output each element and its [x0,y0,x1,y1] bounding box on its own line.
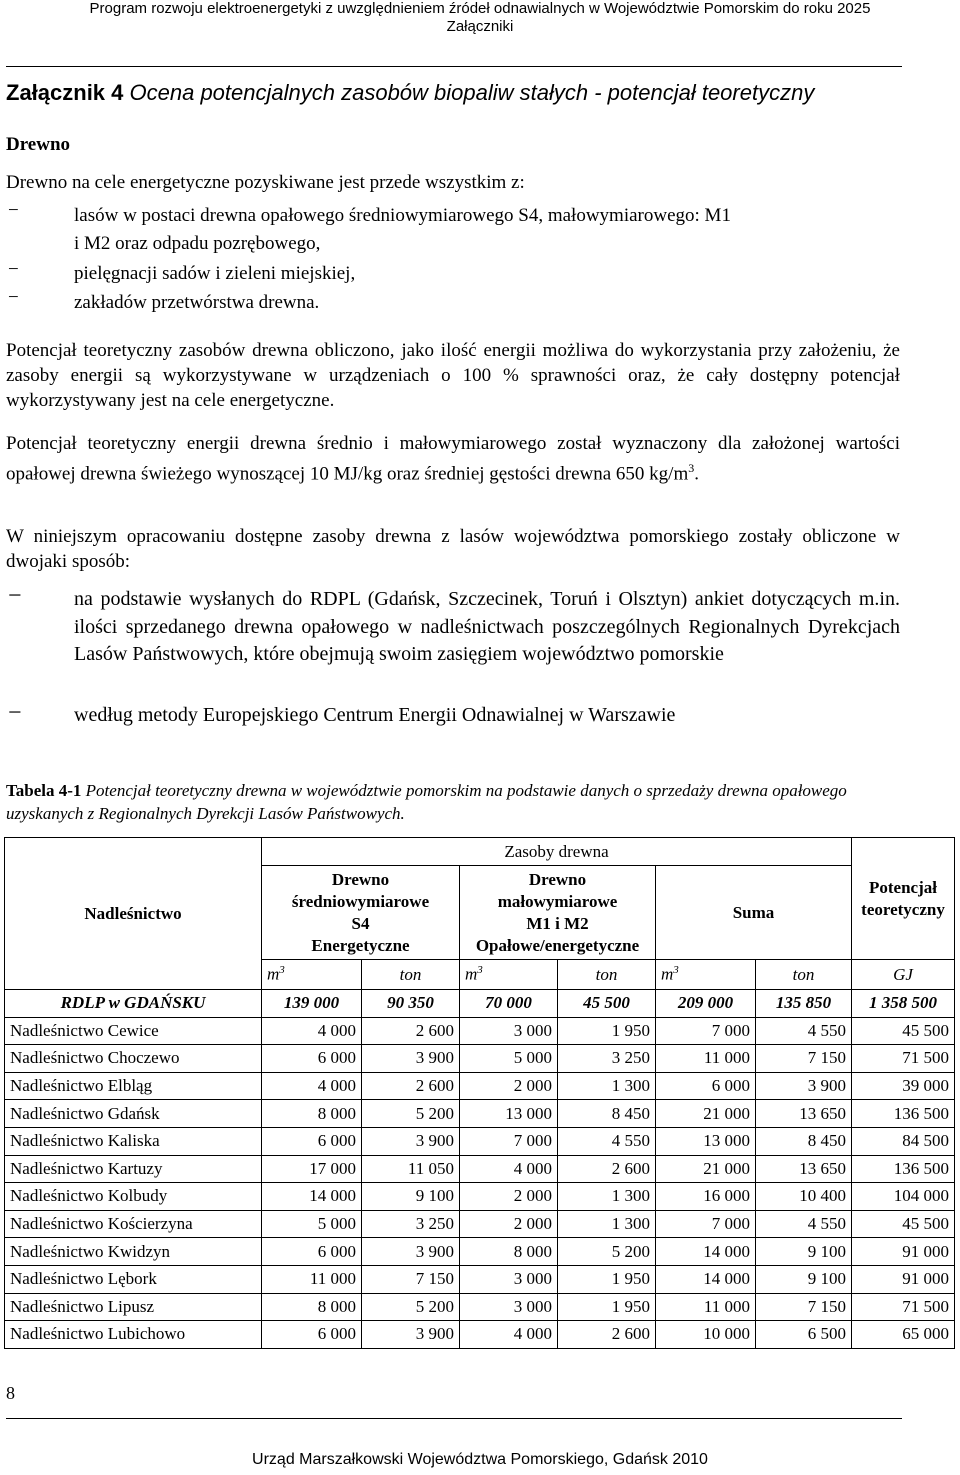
cell-value: 4 000 [262,1017,362,1045]
cell-value: 2 600 [558,1155,656,1183]
cell-name: Nadleśnictwo Kościerzyna [5,1210,262,1238]
bullet-dash: − [8,259,19,280]
cell-value: 3 900 [362,1321,460,1349]
unit-text: m [661,964,674,984]
cell-value: 21 000 [656,1100,756,1128]
cell-value: 2 000 [460,1210,558,1238]
cell-value: 1 950 [558,1293,656,1321]
cell-value: 45 500 [852,1017,955,1045]
unit-sup: 3 [477,964,483,977]
unit-m3 [460,960,558,990]
header-line: M1 i M2 [526,913,589,933]
cell-value: 5 200 [362,1100,460,1128]
paragraph-text: Potencjał teoretyczny energii drewna średnio i małowymiarowego został wyznaczony dla założonej wartości opałowej drewna świeżego wynoszącej 10 MJ/kg oraz średniej gęstości drewna 650 kg/m [6,433,900,485]
cell-value: 6 000 [262,1321,362,1349]
col-header-zasoby: Zasoby drewna [262,838,852,866]
col-header-potencjal [852,838,955,960]
cell-value: 5 200 [558,1238,656,1266]
bullet-item-continuation: i M2 oraz odpadu pozrębowego, [74,233,321,254]
cell-value: 209 000 [656,990,756,1018]
cell-value: 11 000 [262,1265,362,1293]
intro-text: Drewno na cele energetyczne pozyskiwane jest przede wszystkim z: [6,172,525,193]
cell-value: 11 000 [656,1293,756,1321]
bullet-dash: − [8,583,22,609]
cell-name: Nadleśnictwo Kolbudy [5,1183,262,1211]
cell-value: 7 000 [460,1127,558,1155]
cell-name: Nadleśnictwo Choczewo [5,1045,262,1073]
bullet-item: według metody Europejskiego Centrum Energii Odnawialnej w Warszawie [74,704,676,726]
cell-value: 7 150 [756,1045,852,1073]
header-line: S4 [351,913,370,933]
table-header-row [5,838,955,866]
cell-value: 3 900 [362,1045,460,1073]
table-row [5,1100,955,1128]
cell-name: Nadleśnictwo Kartuzy [5,1155,262,1183]
cell-name: Nadleśnictwo Elbląg [5,1072,262,1100]
caption-text: Potencjał teoretyczny drewna w województwie pomorskim na podstawie danych o sprzedaży drewna opałowego uzyskanych z Regionalnych Dyrekcji Lasów Państwowych. [6,781,847,823]
table-row [5,1017,955,1045]
table-row [5,1293,955,1321]
cell-value: 7 150 [362,1265,460,1293]
table-row [5,1238,955,1266]
cell-value: 4 000 [460,1321,558,1349]
header-line: Drewno [331,869,390,889]
cell-name: Nadleśnictwo Kaliska [5,1127,262,1155]
col-header-m [460,866,656,960]
paragraph: Potencjał teoretyczny zasobów drewna obliczono, jako ilość energii możliwa do wykorzystania przy założeniu, że zasoby energii są wykorzystywane w urządzeniach o 100 % sprawności oraz, że cały dostępny potencjał wykorzystywany jest na cele energetyczne. [6,340,900,411]
cell-value: 5 200 [362,1293,460,1321]
unit-m3 [262,960,362,990]
cell-value: 4 550 [756,1210,852,1238]
cell-value: 3 000 [460,1293,558,1321]
cell-value: 70 000 [460,990,558,1018]
bullet-item: zakładów przetwórstwa drewna. [74,292,320,313]
cell-value: 1 300 [558,1210,656,1238]
caption-label: Tabela 4-1 [6,781,82,800]
section-heading: Drewno [6,134,71,155]
cell-value: 65 000 [852,1321,955,1349]
cell-value: 135 850 [756,990,852,1018]
cell-value: 1 950 [558,1265,656,1293]
cell-value: 71 500 [852,1045,955,1073]
unit-text: m [267,964,280,984]
cell-value: 4 550 [558,1127,656,1155]
cell-value: 8 450 [756,1127,852,1155]
cell-value: 14 000 [262,1183,362,1211]
header-line: małowymiarowe [497,891,618,911]
cell-value: 4 550 [756,1017,852,1045]
unit-sup: 3 [673,964,679,977]
unit-gj: GJ [852,960,955,990]
col-header-s4 [262,866,460,960]
cell-value: 91 000 [852,1238,955,1266]
cell-value: 5 000 [460,1045,558,1073]
cell-value: 10 000 [656,1321,756,1349]
unit-ton: ton [362,960,460,990]
cell-value: 6 000 [656,1072,756,1100]
cell-value: 4 000 [262,1072,362,1100]
bullet-item: lasów w postaci drewna opałowego średniowymiarowego S4, małowymiarowego: M1 [74,205,731,226]
table-row [5,1045,955,1073]
title-text: Ocena potencjalnych zasobów biopaliw stałych - potencjał teoretyczny [129,80,815,105]
bullet-dash: − [8,700,22,726]
table-row [5,1155,955,1183]
cell-value: 3 250 [558,1045,656,1073]
header-line: teoretyczny [861,899,945,919]
table-row-total [5,990,955,1018]
col-header-nadlesnictwo: Nadleśnictwo [5,838,262,990]
cell-value: 8 000 [460,1238,558,1266]
cell-name: RDLP w GDAŃSKU [5,990,262,1018]
cell-value: 7 000 [656,1017,756,1045]
cell-value: 9 100 [362,1183,460,1211]
bullet-item: pielęgnacji sadów i zieleni miejskiej, [74,263,356,284]
cell-name: Nadleśnictwo Kwidzyn [5,1238,262,1266]
bullet-dash: − [8,200,19,221]
cell-value: 2 600 [362,1072,460,1100]
unit-text: m [465,964,478,984]
paragraph [6,431,900,486]
cell-value: 5 000 [262,1210,362,1238]
cell-value: 16 000 [656,1183,756,1211]
cell-value: 14 000 [656,1238,756,1266]
cell-value: 1 950 [558,1017,656,1045]
unit-ton: ton [558,960,656,990]
paragraph: W niniejszym opracowaniu dostępne zasoby drewna z lasów województwa pomorskiego zostały obliczone w dwojaki sposób: [6,526,900,572]
page-footer: Urząd Marszałkowski Województwa Pomorskiego, Gdańsk 2010 [252,1451,708,1468]
cell-value: 7 150 [756,1293,852,1321]
cell-value: 6 000 [262,1127,362,1155]
cell-value: 17 000 [262,1155,362,1183]
unit-sup: 3 [279,964,285,977]
cell-value: 13 000 [656,1127,756,1155]
table-body [5,990,955,1349]
header-line: Opałowe/energetyczne [475,935,640,955]
cell-value: 3 000 [460,1017,558,1045]
cell-value: 8 000 [262,1293,362,1321]
cell-value: 139 000 [262,990,362,1018]
cell-value: 14 000 [656,1265,756,1293]
cell-name: Nadleśnictwo Lipusz [5,1293,262,1321]
cell-value: 6 500 [756,1321,852,1349]
cell-value: 84 500 [852,1127,955,1155]
cell-value: 136 500 [852,1155,955,1183]
header-line: Drewno [528,869,587,889]
table-row [5,1072,955,1100]
cell-value: 4 000 [460,1155,558,1183]
cell-value: 6 000 [262,1238,362,1266]
cell-name: Nadleśnictwo Lębork [5,1265,262,1293]
cell-value: 3 000 [460,1265,558,1293]
cell-value: 45 500 [852,1210,955,1238]
cell-value: 2 600 [362,1017,460,1045]
cell-value: 2 000 [460,1183,558,1211]
page-number: 8 [6,1383,15,1403]
cell-value: 21 000 [656,1155,756,1183]
page-title [6,80,814,106]
cell-name: Nadleśnictwo Gdańsk [5,1100,262,1128]
header-line: Potencjał [869,877,937,897]
cell-value: 11 000 [656,1045,756,1073]
cell-value: 3 900 [756,1072,852,1100]
paragraph-end: . [694,463,699,485]
unit-m3 [656,960,756,990]
cell-value: 8 450 [558,1100,656,1128]
cell-name: Nadleśnictwo Cewice [5,1017,262,1045]
cell-value: 136 500 [852,1100,955,1128]
cell-value: 8 000 [262,1100,362,1128]
bullet-dash: − [8,287,19,308]
bullet-item: na podstawie wysłanych do RDPL (Gdańsk, Szczecinek, Toruń i Olsztyn) ankiet dotyczących m.in. ilości sprzedanego drewna opałowego w nadleśnictwach poszczególnych Regionalnych Dyrekcjach Lasów Państwowych, które obejmują swoim zasięgiem województwo pomorskie [74,588,900,665]
header-rule [6,66,902,67]
cell-value: 1 300 [558,1072,656,1100]
table-row [5,1321,955,1349]
cell-value: 6 000 [262,1045,362,1073]
cell-value: 9 100 [756,1265,852,1293]
data-table [4,837,955,1349]
cell-value: 1 300 [558,1183,656,1211]
cell-value: 90 350 [362,990,460,1018]
cell-value: 13 000 [460,1100,558,1128]
cell-value: 91 000 [852,1265,955,1293]
table-row [5,1265,955,1293]
cell-value: 45 500 [558,990,656,1018]
cell-value: 9 100 [756,1238,852,1266]
cell-value: 13 650 [756,1155,852,1183]
cell-value: 13 650 [756,1100,852,1128]
running-header: Program rozwoju elektroenergetyki z uwzględnieniem źródeł odnawialnych w Województwie Pomorskim do roku 2025 [89,0,871,17]
header-line: średniowymiarowe [291,891,430,911]
cell-value: 10 400 [756,1183,852,1211]
cell-value: 7 000 [656,1210,756,1238]
table-row [5,1127,955,1155]
table-caption [6,779,906,825]
col-header-suma: Suma [656,866,852,960]
footer-rule [6,1418,902,1419]
table-row [5,1210,955,1238]
cell-value: 2 000 [460,1072,558,1100]
cell-value: 39 000 [852,1072,955,1100]
cell-value: 3 250 [362,1210,460,1238]
cell-value: 3 900 [362,1127,460,1155]
superscript: 3 [688,461,695,475]
cell-name: Nadleśnictwo Lubichowo [5,1321,262,1349]
cell-value: 71 500 [852,1293,955,1321]
cell-value: 2 600 [558,1321,656,1349]
title-label: Załącznik 4 [6,80,124,105]
unit-ton: ton [756,960,852,990]
cell-value: 11 050 [362,1155,460,1183]
table-row [5,1183,955,1211]
cell-value: 104 000 [852,1183,955,1211]
cell-value: 3 900 [362,1238,460,1266]
header-line: Energetyczne [311,935,410,955]
cell-value: 1 358 500 [852,990,955,1018]
running-header-section: Załączniki [446,18,514,35]
